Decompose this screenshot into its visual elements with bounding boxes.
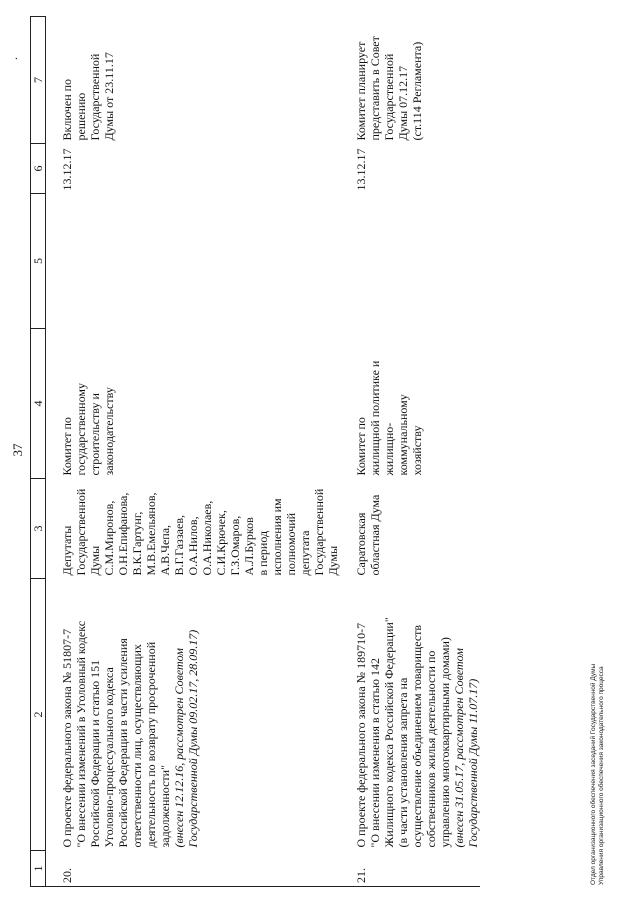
bill-title: О проекте федерального закона № 189710-7 "О внесении изменения в статью 142 Жилищного кодекса Российской Федерации" (в части установления запрета на осуществление объединением товариществ собственников жилья деятельности по управлению многоквартирными домами): [354, 617, 452, 848]
column-header: 7: [31, 17, 46, 144]
column-header-row: [31, 17, 46, 887]
responsible-committee: Комитет по жилищной политике и жилищно- коммунальному хозяйству: [354, 360, 424, 476]
column-header: 4: [31, 329, 46, 479]
responsible-committee: Комитет по государственному строительству и законодательству: [60, 383, 116, 476]
table-row: [354, 17, 480, 887]
page-number: 37: [10, 443, 25, 457]
review-date: 13.12.17: [60, 148, 74, 191]
review-date: 13.12.17: [354, 148, 368, 191]
column-header: 2: [31, 579, 46, 851]
bill-note: (внесен 31.05.17, рассмотрен Советом Государственной Думы 11.07.17): [452, 648, 480, 848]
header-gap: [46, 17, 61, 887]
bill-author: Саратовская областная Дума: [354, 494, 382, 576]
column-header: 6: [31, 144, 46, 194]
bill-title: О проекте федерального закона № 51807-7 "О внесении изменений в Уголовный кодекс Российской Федерации и статью 151 Уголовно-процессуального кодекса Российской Федерации в части усиления ответственности лиц, осуществляющих деятельность по возврату просроченной задолженности": [60, 620, 172, 848]
footer-line: Управления организационного обеспечения законодательного процесса: [598, 666, 605, 885]
bill-author: Депутаты Государственной Думы С.М.Миронов, О.Н.Епифанова, В.К.Гартунг, М.В.Емельянов, А.В.Чепа, В.Г.Газзаев, О.А.Нилов, О.А.Николаев, С.И.Крючек, Г.З.Омаров, А.Л.Бурков в период исполнения им полномочий депутата Государственной Думы: [60, 488, 340, 576]
table-row: [60, 17, 340, 887]
column-header: 5: [31, 194, 46, 329]
agenda-table: [30, 16, 480, 887]
bill-cell: [354, 579, 480, 851]
remark: Комитет планирует представить в Совет Государственной Думы 07.12.17 (ст.114 Регламента): [354, 36, 424, 141]
bill-cell: [60, 579, 340, 851]
row-spacer: [340, 17, 354, 887]
stray-dot: .: [6, 57, 20, 60]
column-header: 3: [31, 479, 46, 579]
remark: Включен по решению Государственной Думы от 23.11.17: [60, 52, 116, 141]
column-header: 1: [31, 851, 46, 887]
bill-note: (внесен 12.12.16, рассмотрен Советом Государственной Думы 09.02.17, 28.09.17): [172, 629, 200, 848]
footer-line: Отдел организационного обеспечения заседаний Государственной Думы: [590, 663, 597, 885]
row-number: 21.: [354, 851, 480, 887]
row-number: 20.: [60, 851, 340, 887]
footer: [590, 465, 606, 885]
